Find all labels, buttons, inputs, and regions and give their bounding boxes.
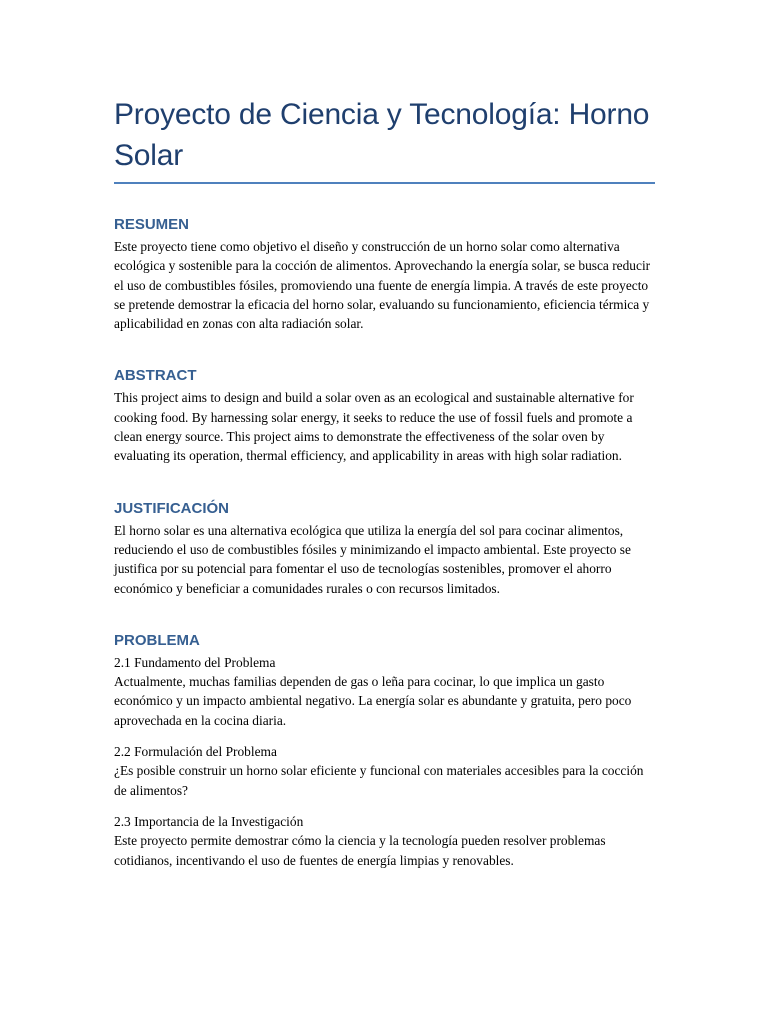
subsection-label-2-1: 2.1 Fundamento del Problema <box>114 654 276 670</box>
section-heading-problema: PROBLEMA <box>114 631 200 649</box>
title-underline <box>114 182 655 184</box>
section-heading-resumen: RESUMEN <box>114 216 190 233</box>
subsection-label-2-2: 2.2 Formulación del Problema <box>114 744 277 760</box>
section-heading-justificacion: JUSTIFICACIÓN <box>114 499 230 517</box>
resumen-paragraph: Este proyecto tiene como objetivo el diseño y construcción de un horno solar como alternativa ecológica y sostenible para la cocción de alimentos. Aprovechando la energía solar, se busca reducir el uso de combustibles fósiles, promoviendo una fuente de energía limpia. A través de este proyecto se pretende demostrar la eficacia del horno solar, evaluando su funcionamiento, eficiencia térmica y aplicabilidad en zonas con alta radiación solar. <box>114 239 651 332</box>
abstract-paragraph: This project aims to design and build a solar oven as an ecological and sustainable alternative for cooking food. By harnessing solar energy, it seeks to reduce the use of fossil fuels and promote a clean energy source. This project aims to demonstrate the effectiveness of the solar oven by evaluating its operation, thermal efficiency, and applicability in areas with high solar radiation. <box>114 390 634 464</box>
section-heading-abstract: ABSTRACT <box>114 367 197 385</box>
document-title: Proyecto de Ciencia y Tecnología: Horno Solar <box>114 98 650 172</box>
subsection-label-2-3: 2.3 Importancia de la Investigación <box>114 813 304 829</box>
subsection-text-2-2: ¿Es posible construir un horno solar eficiente y funcional con materiales accesibles para la cocción de alimentos? <box>114 763 644 798</box>
subsection-text-2-3: Este proyecto permite demostrar cómo la ciencia y la tecnología pueden resolver problemas cotidianos, incentivando el uso de fuentes de energía limpias y renovables. <box>114 833 606 868</box>
justificacion-paragraph: El horno solar es una alternativa ecológica que utiliza la energía del sol para cocinar alimentos, reduciendo el uso de combustibles fósiles y minimizando el impacto ambiental. Este proyecto se justifica por su potencial para fomentar el uso de tecnologías sostenibles, promover el ahorro económico y beneficiar a comunidades rurales o con recursos limitados. <box>114 522 631 596</box>
document-body <box>114 94 654 870</box>
subsection-text-2-1: Actualmente, muchas familias dependen de gas o leña para cocinar, lo que implica un gasto económico y un impacto ambiental negativo. La energía solar es abundante y gratuita, pero poco aprovechada en la cocina diaria. <box>114 674 632 728</box>
